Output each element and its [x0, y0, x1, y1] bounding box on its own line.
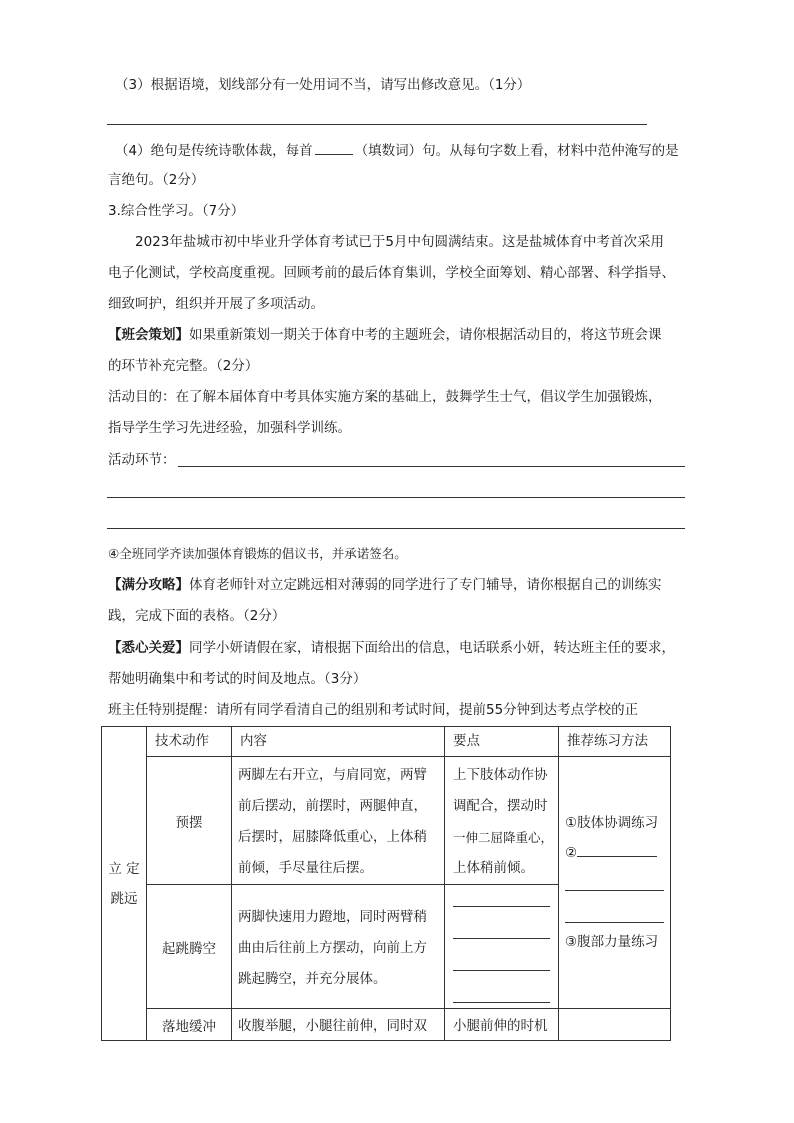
q3-text: （3）根据语境，划线部分有一处用词不当，请写出修改意见。（1分） [115, 77, 531, 93]
class-meeting-text1: 如果重新策划一期关于体育中考的主题班会，请你根据活动目的，将这节班会课 [189, 327, 662, 343]
table-header-row [102, 727, 671, 757]
care-tag: 【悉心关爱】 [108, 640, 189, 656]
q4-part2: （填数词）句。从每句字数上看，材料中范仲淹写的是 [354, 143, 679, 159]
points-preswing-l2: 调配合，摆动时 [453, 798, 548, 814]
header-content: 内容 [232, 727, 445, 757]
class-meeting-line2: 的环节补充完整。（2分） [108, 358, 259, 374]
header-action: 技术动作 [147, 727, 232, 757]
steps-answer-line-2[interactable] [107, 497, 685, 498]
method-1: ①肢体协调练习 [565, 815, 659, 831]
content-landing [232, 1009, 445, 1041]
method-2 [565, 838, 664, 868]
points-blank-line-2[interactable] [453, 907, 550, 939]
content-preswing-l4: 前倾，手尽量往后摆。 [238, 860, 373, 876]
table-row [102, 757, 671, 885]
steps-label: 活动环节： [108, 452, 176, 468]
content-takeoff-l2: 曲由后往前上方摆动，向前上方 [238, 939, 427, 956]
row-label-line2: 跳远 [110, 890, 138, 907]
content-preswing-l3: 后摆时，屈膝降低重心，上体稍 [238, 829, 427, 845]
points-landing-l1: 小腿前伸的时机 [453, 1018, 548, 1034]
action-takeoff: 起跳腾空 [147, 885, 232, 1009]
content-takeoff-l1: 两脚快速用力蹬地，同时两臂稍 [238, 908, 427, 925]
content-takeoff [232, 885, 445, 1009]
steps-answer-line-1[interactable] [178, 466, 685, 467]
content-preswing [232, 757, 445, 885]
header-methods: 推荐练习方法 [559, 727, 671, 757]
full-score-line2: 践，完成下面的表格。（2分） [108, 608, 286, 624]
action-landing: 落地缓冲 [147, 1009, 232, 1041]
class-meeting-tag: 【班会策划】 [108, 327, 189, 343]
points-preswing-l3: 一伸二屈降重心， [453, 830, 554, 845]
q4-part1: （4）绝句是传统诗歌体裁，每首 [115, 143, 313, 159]
points-takeoff-blanks[interactable] [445, 885, 559, 1009]
purpose-line1: 活动目的：在了解本届体育中考具体实施方案的基础上，鼓舞学生士气，倡议学生加强锻炼， [108, 389, 662, 405]
points-preswing [445, 757, 559, 885]
q4-line1 [115, 140, 679, 161]
step4-text: ④全班同学齐读加强体育锻炼的倡议书，并承诺签名。 [108, 546, 407, 561]
care-text1: 同学小妍请假在家，请根据下面给出的信息，电话联系小妍，转达班主任的要求， [189, 640, 675, 656]
method-2-blank[interactable] [577, 842, 657, 857]
q3-answer-line[interactable] [107, 124, 647, 125]
table-row [102, 1009, 671, 1041]
content-takeoff-l3: 跳起腾空，并充分展体。 [238, 970, 387, 987]
steps-answer-line-3[interactable] [107, 528, 685, 529]
q4-blank[interactable] [315, 140, 353, 155]
method-2-label: ② [565, 845, 578, 861]
content-landing-l1: 收腹举腿，小腿往前伸，同时双 [238, 1018, 427, 1034]
method-3: ③腹部力量练习 [565, 934, 659, 950]
q4-line2: 言绝句。（2分） [108, 172, 205, 188]
care-line1 [108, 638, 675, 658]
content-preswing-l1: 两脚左右开立，与肩同宽，两臂 [238, 767, 427, 783]
long-jump-table [101, 726, 671, 1041]
points-preswing-l1: 上下肢体动作协 [453, 767, 548, 783]
points-preswing-l4: 上体稍前倾。 [453, 860, 534, 876]
methods-cell [559, 757, 671, 1009]
method-blank-line-1[interactable] [565, 868, 664, 891]
full-score-line1 [108, 575, 662, 595]
points-blank-line-4[interactable] [453, 971, 550, 1003]
row-label-line1: 立 定 [108, 860, 140, 877]
full-score-tag: 【满分攻略】 [108, 577, 189, 593]
action-preswing: 预摆 [147, 757, 232, 885]
header-points: 要点 [445, 727, 559, 757]
points-blank-line-3[interactable] [453, 939, 550, 971]
points-blank-line-1[interactable] [453, 885, 550, 907]
section3-title: 3.综合性学习。（7分） [108, 203, 245, 219]
content-preswing-l2: 前后摆动，前摆时，两腿伸直， [238, 798, 427, 814]
methods-landing [559, 1009, 671, 1041]
class-meeting-line1 [108, 325, 662, 345]
teacher-reminder: 班主任特别提醒：请所有同学看清自己的组别和考试时间，提前55分钟到达考点学校的正 [108, 702, 639, 718]
intro-line3: 细致呵护，组织并开展了多项活动。 [108, 296, 324, 312]
points-landing [445, 1009, 559, 1041]
method-blank-line-2[interactable] [565, 891, 664, 923]
row-label-cell [102, 727, 147, 1041]
intro-line2: 电子化测试，学校高度重视。回顾考前的最后体育集训，学校全面筹划、精心部署、科学指导、 [108, 265, 675, 281]
intro-line1: 2023年盐城市初中毕业升学体育考试已于5月中旬圆满结束。这是盐城体育中考首次采用 [135, 234, 664, 250]
care-line2: 帮她明确集中和考试的时间及地点。（3分） [108, 671, 367, 687]
purpose-line2: 指导学生学习先进经验，加强科学训练。 [108, 420, 351, 436]
full-score-text1: 体育老师针对立定跳远相对薄弱的同学进行了专门辅导，请你根据自己的训练实 [189, 577, 662, 593]
